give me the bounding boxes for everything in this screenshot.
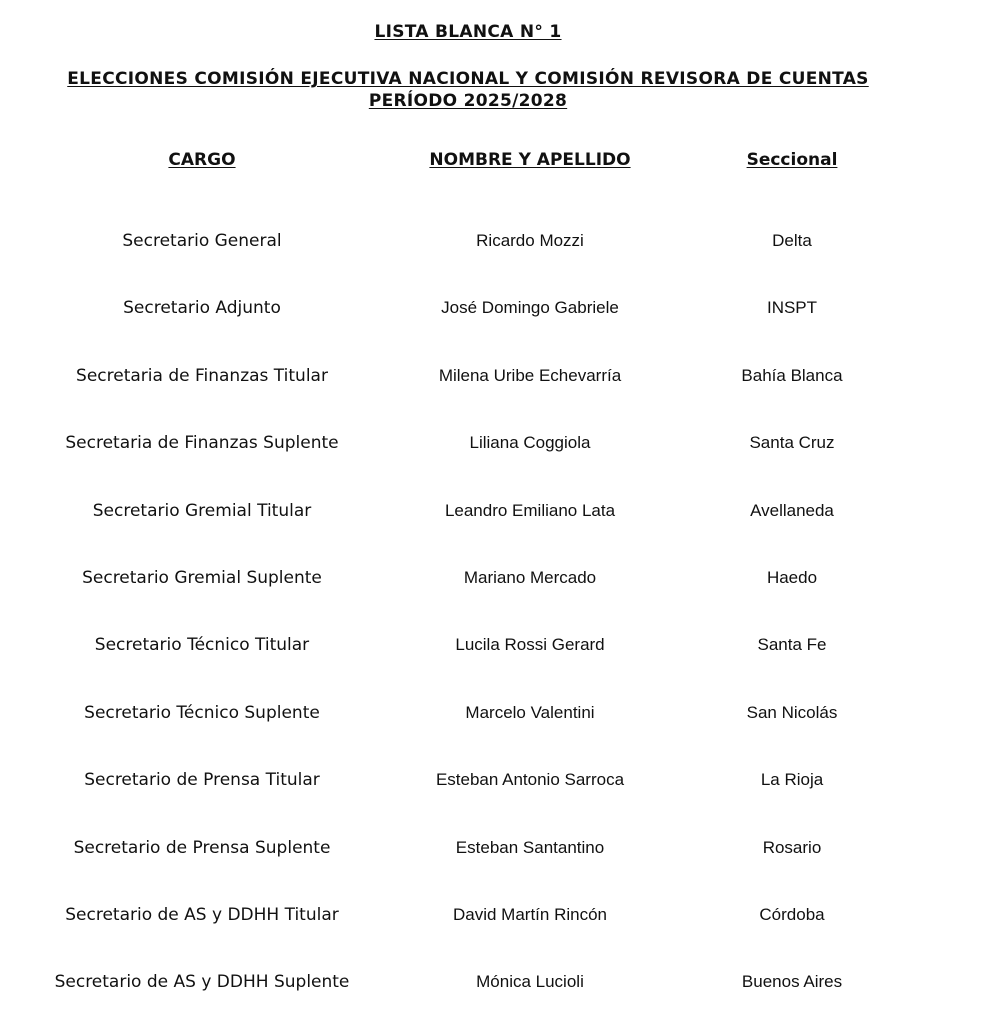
- column-header-cargo: CARGO: [168, 150, 236, 170]
- table-row: [0, 343, 995, 410]
- document-subtitle-line2-text: PERÍODO 2025/2028: [368, 91, 568, 111]
- nombre-cell: Ricardo Mozzi: [476, 231, 584, 250]
- document-subtitle-line1-text: ELECCIONES COMISIÓN EJECUTIVA NACIONAL Y COMISIÓN REVISORA DE CUENTAS: [67, 69, 869, 89]
- table-row: [0, 747, 995, 814]
- nombre-cell: Lucila Rossi Gerard: [455, 635, 605, 655]
- nombre-cell: Esteban Antonio Sarroca: [435, 770, 625, 790]
- cargo-cell: Secretario Adjunto: [123, 298, 281, 319]
- column-header-seccional: Seccional: [746, 150, 838, 170]
- cargo-cell: Secretario de Prensa Suplente: [73, 837, 331, 858]
- nombre-cell: Esteban Santantino: [455, 837, 605, 857]
- table-row: [0, 410, 995, 477]
- document-subtitle-line2: [0, 91, 936, 111]
- seccional-cell: Buenos Aires: [741, 972, 843, 992]
- document-title: [0, 22, 936, 42]
- table-row: [0, 478, 995, 545]
- seccional-cell: Avellaneda: [750, 500, 834, 520]
- column-header-nombre: NOMBRE Y APELLIDO: [429, 150, 631, 170]
- seccional-cell: Delta: [772, 231, 812, 250]
- nombre-cell: Marcelo Valentini: [465, 702, 595, 722]
- nombre-cell: Leandro Emiliano Lata: [444, 500, 616, 520]
- cargo-cell: Secretario de Prensa Titular: [84, 770, 320, 791]
- cargo-cell: Secretaria de Finanzas Titular: [76, 365, 328, 386]
- cargo-cell: Secretario General: [122, 231, 282, 251]
- cargo-cell: Secretario Técnico Titular: [94, 635, 310, 656]
- cargo-cell: Secretario Técnico Suplente: [84, 702, 320, 723]
- seccional-cell: Santa Fe: [757, 635, 827, 655]
- cargo-cell: Secretario Gremial Suplente: [82, 567, 322, 588]
- nombre-cell: Milena Uribe Echevarría: [438, 365, 622, 385]
- document-title-text: LISTA BLANCA N° 1: [374, 22, 562, 42]
- nombre-cell: David Martín Rincón: [452, 904, 607, 924]
- cargo-cell: Secretaria de Finanzas Suplente: [65, 433, 339, 454]
- table-row: [0, 208, 995, 275]
- cargo-cell: Secretario de AS y DDHH Suplente: [54, 972, 350, 993]
- seccional-cell: INSPT: [766, 298, 818, 318]
- seccional-cell: Haedo: [766, 567, 818, 587]
- seccional-cell: La Rioja: [760, 770, 824, 790]
- nombre-cell: Mariano Mercado: [463, 567, 597, 587]
- table-row: [0, 680, 995, 747]
- cargo-cell: Secretario de AS y DDHH Titular: [65, 904, 339, 925]
- table-row: [0, 949, 995, 1016]
- nombre-cell: Liliana Coggiola: [469, 433, 591, 453]
- seccional-cell: Córdoba: [759, 904, 825, 924]
- table-row: [0, 612, 995, 679]
- document-subtitle-line1: [0, 69, 936, 89]
- seccional-cell: San Nicolás: [746, 702, 838, 722]
- nombre-cell: Mónica Lucioli: [476, 972, 584, 992]
- table-row: [0, 882, 995, 949]
- cargo-cell: Secretario Gremial Titular: [92, 500, 312, 521]
- seccional-cell: Rosario: [762, 837, 822, 857]
- table-row: [0, 545, 995, 612]
- table-row: [0, 275, 995, 342]
- nombre-cell: José Domingo Gabriele: [441, 298, 619, 318]
- seccional-cell: Santa Cruz: [749, 433, 835, 453]
- seccional-cell: Bahía Blanca: [741, 365, 843, 385]
- candidate-table: [0, 208, 995, 1017]
- table-row: [0, 815, 995, 882]
